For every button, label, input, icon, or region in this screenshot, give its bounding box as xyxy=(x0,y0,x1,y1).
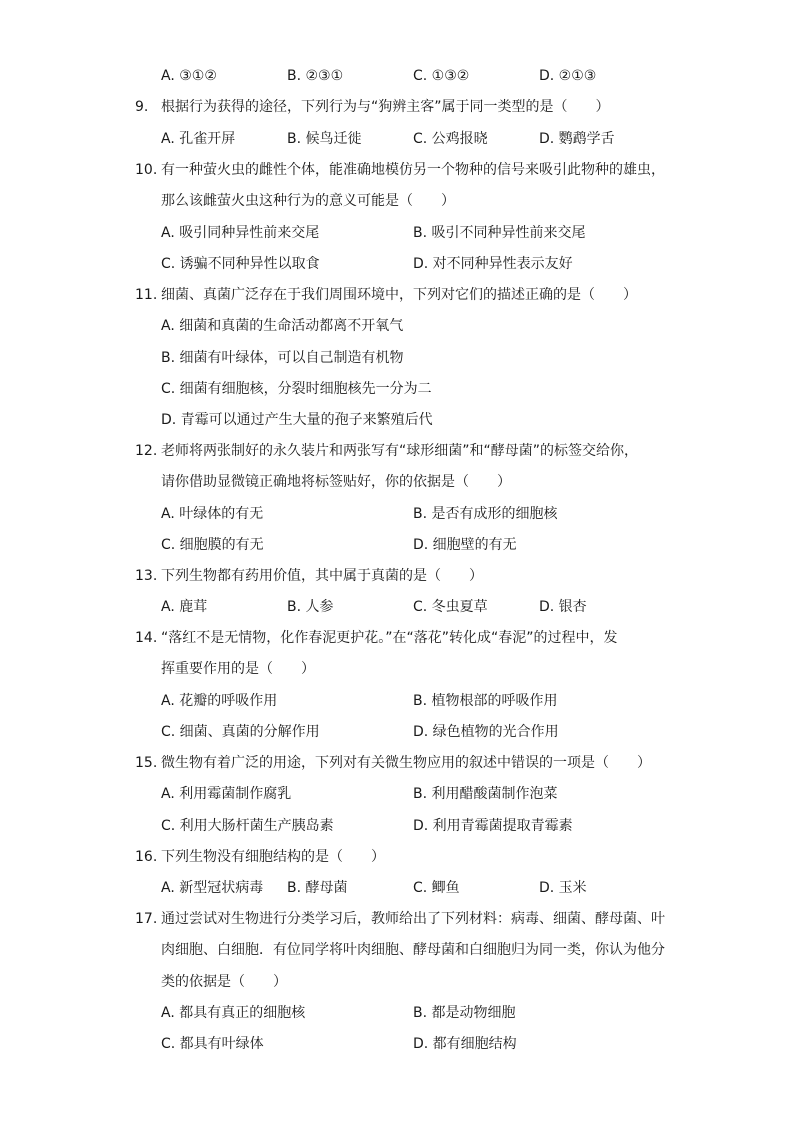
q17-option-a: A. 都具有真正的细胞核 xyxy=(161,1005,306,1021)
q14-stem-line-2: 挥重要作用的是（ ） xyxy=(161,661,315,677)
q10-option-a: A. 吸引同种异性前来交尾 xyxy=(161,225,320,241)
q17-stem-line-3: 类的依据是（ ） xyxy=(161,974,287,990)
q9-option-b: B. 候鸟迁徙 xyxy=(287,131,362,147)
q14-option-b: B. 植物根部的呼吸作用 xyxy=(413,693,558,709)
q9-number: 9. xyxy=(135,99,149,115)
q15-option-b: B. 利用醋酸菌制作泡菜 xyxy=(413,786,558,802)
q15-option-d: D. 利用青霉菌提取青霉素 xyxy=(413,818,573,834)
q9-option-d: D. 鹦鹉学舌 xyxy=(539,131,615,147)
q17-option-b: B. 都是动物细胞 xyxy=(413,1005,516,1021)
q16-option-c: C. 鲫鱼 xyxy=(413,880,460,896)
q17-option-c: C. 都具有叶绿体 xyxy=(161,1036,264,1052)
q16-option-d: D. 玉米 xyxy=(539,880,587,896)
q12-option-b: B. 是否有成形的细胞核 xyxy=(413,506,558,522)
q17-number: 17. xyxy=(135,911,158,927)
q17-stem-line-2: 肉细胞、白细胞．有位同学将叶肉细胞、酵母菌和白细胞归为同一类，你认为他分 xyxy=(161,942,665,958)
q14-option-c: C. 细菌、真菌的分解作用 xyxy=(161,724,320,740)
q14-option-a: A. 花瓣的呼吸作用 xyxy=(161,693,278,709)
q13-stem-line-1: 下列生物都有药用价值，其中属于真菌的是（ ） xyxy=(161,568,483,584)
q8-option-b: B. ②③① xyxy=(287,68,344,84)
q14-stem-line-1: “落红不是无情物，化作春泥更护花。”在“落花”转化成“春泥”的过程中，发 xyxy=(161,630,618,646)
q9-option-c: C. 公鸡报晓 xyxy=(413,131,488,147)
q15-option-a: A. 利用霉菌制作腐乳 xyxy=(161,786,292,802)
q15-option-c: C. 利用大肠杆菌生产胰岛素 xyxy=(161,818,334,834)
q11-option-c: C. 细菌有细胞核，分裂时细胞核先一分为二 xyxy=(161,381,432,397)
q13-option-c: C. 冬虫夏草 xyxy=(413,599,488,615)
q9-stem-line-1: 根据行为获得的途径，下列行为与“狗辨主客”属于同一类型的是（ ） xyxy=(161,99,610,115)
q8-option-d: D. ②①③ xyxy=(539,68,597,84)
q8-option-c: C. ①③② xyxy=(413,68,470,84)
q10-option-c: C. 诱骗不同种异性以取食 xyxy=(161,256,320,272)
q9-option-a: A. 孔雀开屏 xyxy=(161,131,236,147)
q13-option-d: D. 银杏 xyxy=(539,599,587,615)
q15-number: 15. xyxy=(135,755,158,771)
q12-stem-line-1: 老师将两张制好的永久装片和两张写有“球形细菌”和“酵母菌”的标签交给你， xyxy=(161,443,639,459)
q12-number: 12. xyxy=(135,443,158,459)
q17-option-d: D. 都有细胞结构 xyxy=(413,1036,517,1052)
q14-number: 14. xyxy=(135,630,158,646)
q16-option-a: A. 新型冠状病毒 xyxy=(161,880,264,896)
q10-option-d: D. 对不同种异性表示友好 xyxy=(413,256,573,272)
q13-option-b: B. 人参 xyxy=(287,599,334,615)
q12-option-c: C. 细胞膜的有无 xyxy=(161,537,264,553)
q11-option-a: A. 细菌和真菌的生命活动都离不开氧气 xyxy=(161,318,404,334)
q8-option-a: A. ③①② xyxy=(161,68,217,84)
q12-stem-line-2: 请你借助显微镜正确地将标签贴好，你的依据是（ ） xyxy=(161,474,511,490)
q13-option-a: A. 鹿茸 xyxy=(161,599,208,615)
q14-option-d: D. 绿色植物的光合作用 xyxy=(413,724,559,740)
q10-option-b: B. 吸引不同种异性前来交尾 xyxy=(413,225,586,241)
q10-stem-line-2: 那么该雌萤火虫这种行为的意义可能是（ ） xyxy=(161,193,455,209)
q10-number: 10. xyxy=(135,162,158,178)
q11-option-b: B. 细菌有叶绿体，可以自己制造有机物 xyxy=(161,350,404,366)
q10-stem-line-1: 有一种萤火虫的雌性个体，能准确地模仿另一个物种的信号来吸引此物种的雄虫， xyxy=(161,162,665,178)
q11-stem-line-1: 细菌、真菌广泛存在于我们周围环境中，下列对它们的描述正确的是（ ） xyxy=(161,287,637,303)
q17-stem-line-1: 通过尝试对生物进行分类学习后，教师给出了下列材料：病毒、细菌、酵母菌、叶 xyxy=(161,911,665,927)
q11-option-d: D. 青霉可以通过产生大量的孢子来繁殖后代 xyxy=(161,412,433,428)
q16-option-b: B. 酵母菌 xyxy=(287,880,348,896)
q15-stem-line-1: 微生物有着广泛的用途，下列对有关微生物应用的叙述中错误的一项是（ ） xyxy=(161,755,651,771)
q13-number: 13. xyxy=(135,568,158,584)
q12-option-a: A. 叶绿体的有无 xyxy=(161,506,264,522)
q12-option-d: D. 细胞壁的有无 xyxy=(413,537,517,553)
q11-number: 11. xyxy=(135,287,158,303)
q16-number: 16. xyxy=(135,849,158,865)
q16-stem-line-1: 下列生物没有细胞结构的是（ ） xyxy=(161,849,385,865)
